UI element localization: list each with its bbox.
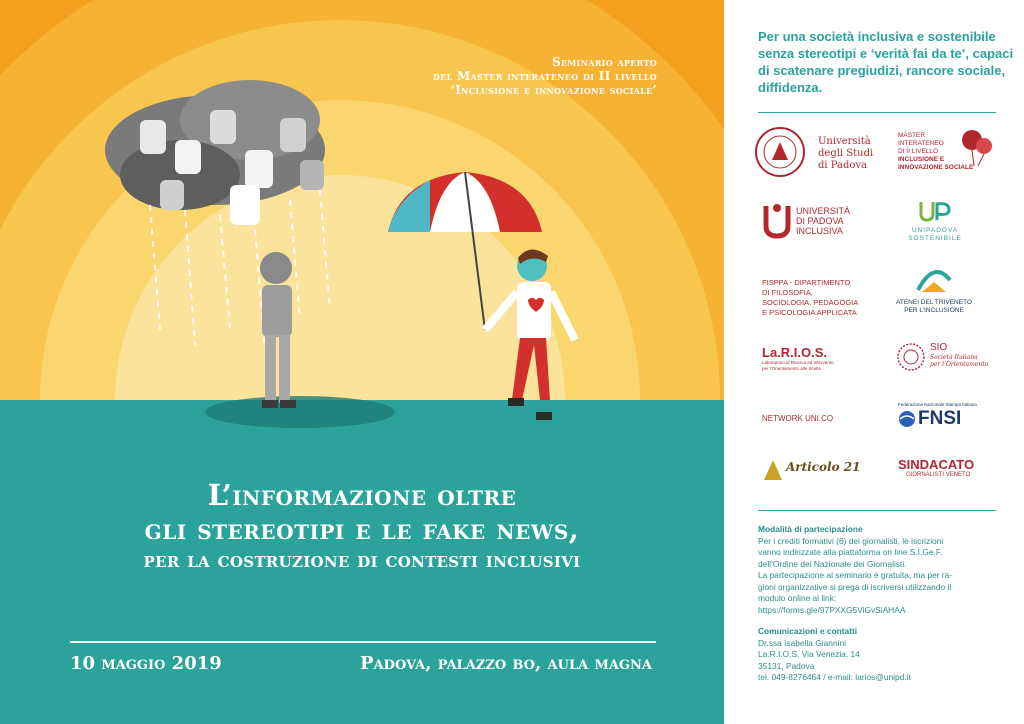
- divider: [758, 510, 996, 511]
- seminar-line: del Master interateneo di II livello: [432, 69, 657, 83]
- intro-text: Per una società inclusiva e sostenibile senza stereotipi e ‘verità fai da te’, capaci di scatenare pregiudizi, rancore sociale, diffidenza.: [758, 29, 1014, 95]
- logo-text: FNSI: [918, 408, 962, 429]
- logo-text: La.R.I.O.S.: [762, 345, 828, 360]
- master-logo: [898, 132, 973, 172]
- contact-line: tel. 049-8276464 / e-mail: larios@unipd.it: [758, 672, 911, 682]
- participation-line: dell’Ordine dei Nazionale dei Giornalisti.: [758, 558, 907, 569]
- logo-text: DI FILOSOFIA,: [762, 288, 813, 297]
- registration-link[interactable]: https://forms.gle/97PXXG5ViGvSiAHAA: [758, 604, 906, 615]
- logo-text: Laboratorio di Ricerca ed Intervento: [762, 360, 834, 365]
- fnsi-logo: [898, 402, 977, 429]
- larios-logo: [762, 346, 834, 371]
- logo-text: per l’Orientamento alle Scelte: [762, 365, 822, 371]
- seminar-line: Seminario aperto: [552, 55, 657, 69]
- sio-logo: [896, 342, 989, 377]
- articolo21-mark-icon: [762, 458, 784, 482]
- logo-text: Società Italiana: [930, 354, 978, 361]
- logo-text: Articolo 21: [786, 460, 861, 474]
- leaf-icon: [915, 200, 955, 222]
- page-title: [40, 478, 684, 574]
- participation-line: vanno indirizzate alla piattaforma on line S.I.Ge.F.: [758, 547, 943, 557]
- title-line: gli stereotipi e le fake news,: [144, 512, 580, 546]
- logo-text: INNOVAZIONE SOCIALE: [898, 164, 974, 171]
- contact-line: La.R.I.O.S. Via Venezia, 14: [758, 649, 860, 659]
- logo-text: MASTER: [898, 132, 926, 139]
- logo-text: FISPPA - DIPARTIMENTO: [762, 278, 851, 287]
- logo-text: Università: [818, 136, 871, 147]
- unipd-logo: [754, 126, 874, 183]
- divider: [70, 641, 656, 643]
- contact-line: Dr.ssa Isabella Giannini: [758, 637, 846, 648]
- atenei-mark-icon: [912, 266, 956, 296]
- logo-text: DI II LIVELLO: [898, 148, 939, 155]
- logo-text: Federazione Nazionale Stampa Italiana: [898, 402, 977, 407]
- logo-text: di Padova: [818, 160, 868, 171]
- logo-text: E PSICOLOGIA APPLICATA: [762, 308, 857, 317]
- logo-text: INTERATENEO: [898, 140, 944, 147]
- sidebar-panel: [724, 0, 1024, 724]
- logo-text: degli Studi: [818, 148, 874, 159]
- participation-line: gioni organizzative si prega di iscriversi utilizzando il: [758, 581, 952, 592]
- logo-text: UNIPADOVA: [911, 227, 959, 234]
- sindacato-logo: [898, 458, 974, 479]
- logo-text: per l’Orientamento: [930, 361, 989, 368]
- unipd-inclusiva-logo: [762, 200, 851, 245]
- participation-line: La partecipazione al seminario è gratuita, ma per ra-: [758, 570, 953, 580]
- participation-line: modulo online al link:: [758, 593, 837, 603]
- logo-text: SINDACATO: [898, 457, 975, 472]
- logo-text: PER L’INCLUSIONE: [904, 307, 964, 314]
- info-block: [758, 524, 1020, 684]
- network-unico-logo: NETWORK UNI.CO: [762, 414, 834, 423]
- seminar-caption: [395, 55, 657, 97]
- divider: [758, 112, 996, 113]
- unipd-sostenibile-logo: [900, 200, 970, 243]
- title-line: L’informazione oltre: [207, 478, 517, 512]
- sio-mark-icon: [896, 342, 926, 372]
- logo-text: ATENEI DEL TRIVENETO: [896, 299, 972, 306]
- logo-text: SIO: [930, 342, 948, 353]
- participation-heading: Modalità di partecipazione: [758, 524, 863, 534]
- logo-text: GIORNALISTI VENETO: [906, 472, 971, 478]
- university-seal-icon: [754, 126, 806, 178]
- inclusiva-mark-icon: [762, 200, 792, 240]
- contact-line: 35131, Padova: [758, 660, 815, 671]
- participation-line: Per i crediti formativi (6) dei giornalisti, le iscrizioni: [758, 535, 944, 546]
- balloons-icon: [960, 128, 994, 168]
- logo-text: SOSTENIBILE: [908, 235, 962, 242]
- logo-text: UNIVERSITÀ: [796, 206, 851, 216]
- seminar-line: ‘Inclusione e innovazione sociale’: [450, 83, 657, 97]
- articolo21-logo: [762, 456, 862, 488]
- event-venue: Padova, palazzo bo, aula magna: [360, 653, 652, 674]
- atenei-logo: [894, 266, 974, 315]
- logo-text: SOCIOLOGIA, PEDAGOGIA: [762, 298, 859, 307]
- title-subline: per la costruzione di contesti inclusivi: [143, 547, 581, 572]
- fisppa-logo: [762, 278, 858, 318]
- logo-text: INCLUSIONE E: [898, 156, 945, 163]
- logo-text: DI PADOVA: [796, 216, 844, 226]
- logo-text: INCLUSIVA: [796, 226, 843, 236]
- event-date: 10 maggio 2019: [70, 653, 222, 674]
- globe-icon: [898, 410, 916, 428]
- contacts-heading: Comunicazioni e contatti: [758, 626, 858, 636]
